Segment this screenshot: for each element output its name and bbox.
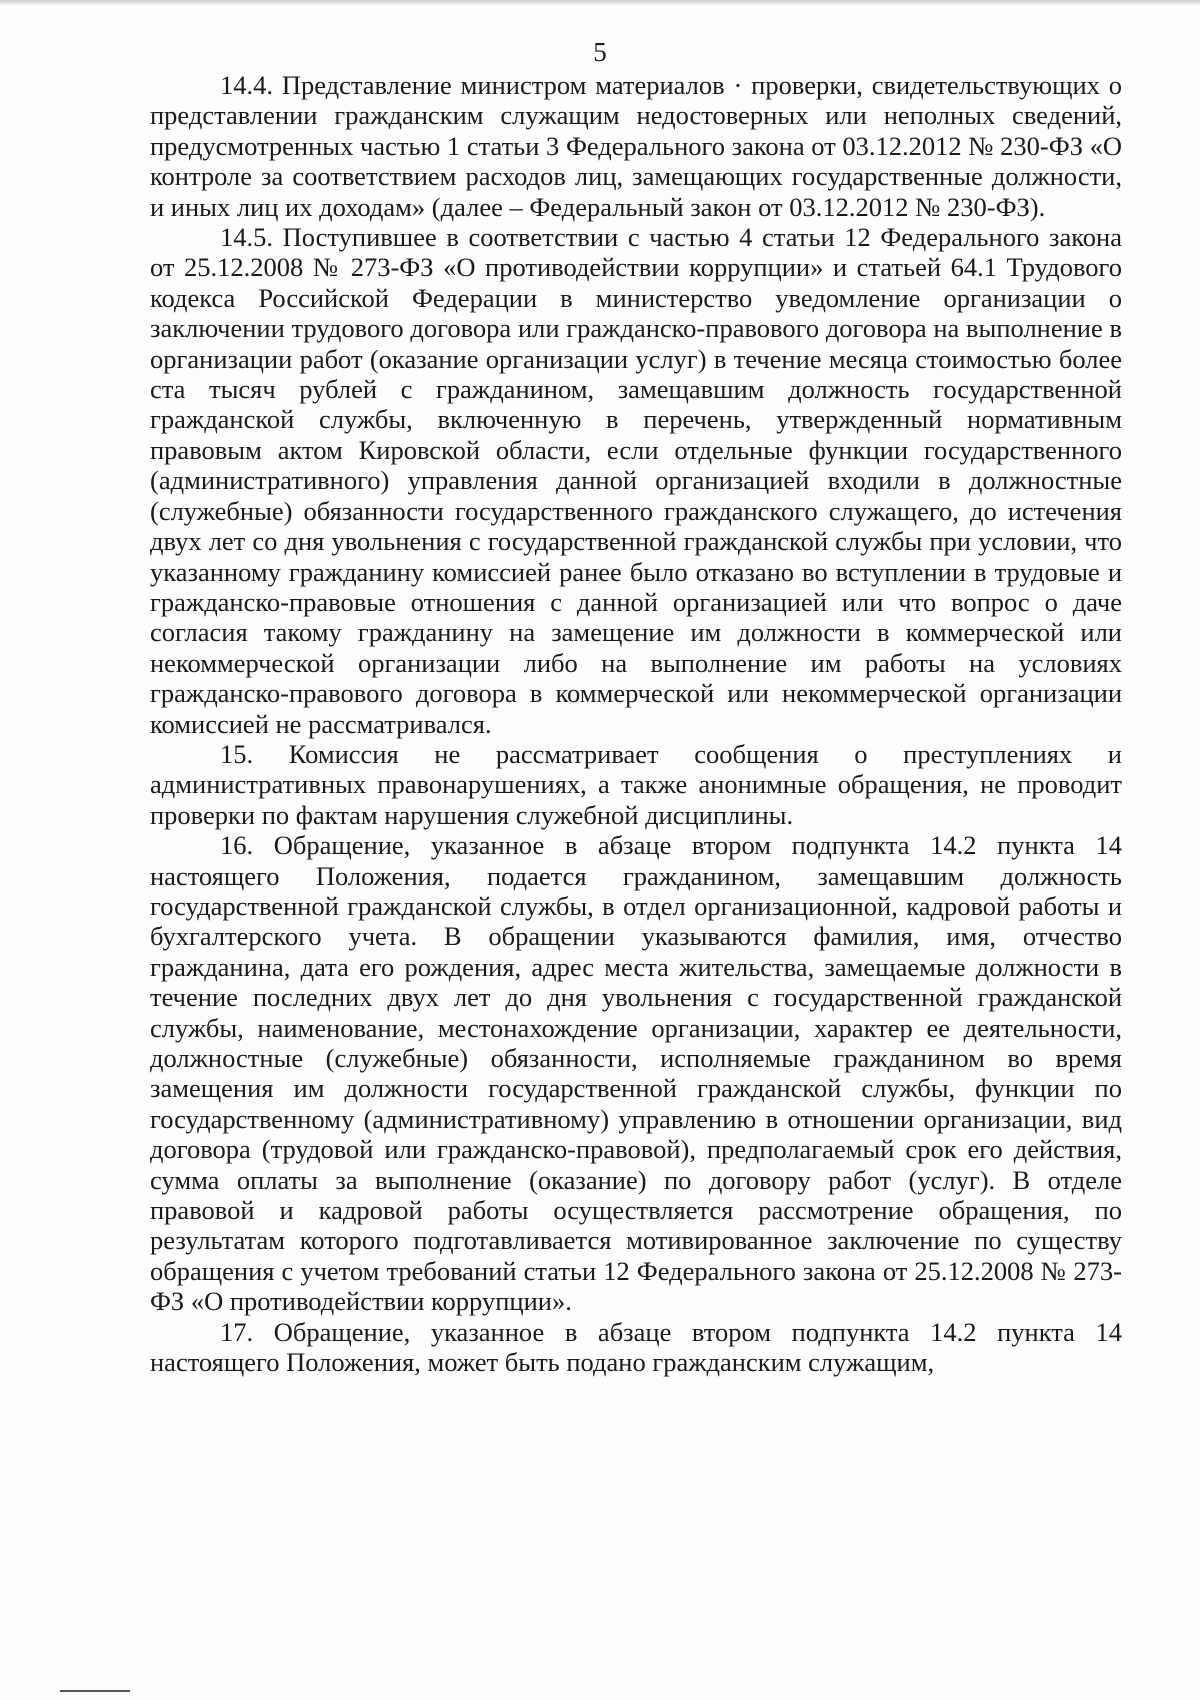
- scan-edge-top: [0, 0, 1200, 6]
- paragraph-15: 15. Комиссия не рассматривает сообщения о преступлениях и административных правонарушениях, а также анонимные обращения, не проводит проверки по фактам нарушения служебной дисциплины.: [150, 738, 1122, 830]
- page-number: 5: [593, 37, 607, 67]
- paragraph-14-4: 14.4. Представление министром материалов · проверки, свидетельствующих о представлении гражданским служащим недостоверных или неполных сведений, предусмотренных частью 1 статьи 3 Федерального закона от 03.12.2012 № 230-ФЗ «О контроле за соответствием расходов лиц, замещающих государственные должности, и иных лиц их доходам» (далее – Федеральный закон от 03.12.2012 № 230-ФЗ).: [150, 70, 1122, 222]
- paragraph-17: 17. Обращение, указанное в абзаце втором подпункта 14.2 пункта 14 настоящего Положения, может быть подано гражданским служащим,: [150, 1316, 1122, 1378]
- paragraph-16: 16. Обращение, указанное в абзаце втором подпункта 14.2 пункта 14 настоящего Положения, подается гражданином, замещавшим должность государственной гражданской службы, в отдел организационной, кадровой работы и бухгалтерского учета. В обращении указываются фамилия, имя, отчество гражданина, дата его рождения, адрес места жительства, замещаемые должности в течение последних двух лет до дня увольнения с государственной гражданской службы, наименование, местонахождение организации, характер ее деятельности, должностные (служебные) обязанности, исполняемые гражданином во время замещения им должности государственной гражданской службы, функции по государственному (административному) управлению в отношении организации, вид договора (трудовой или гражданско-правовой), предполагаемый срок его действия, сумма оплаты за выполнение (оказание) по договору работ (услуг). В отделе правовой и кадровой работы осуществляется рассмотрение обращения, по результатам которого подготавливается мотивированное заключение по существу обращения с учетом требований статьи 12 Федерального закона от 25.12.2008 № 273-ФЗ «О противодействии коррупции».: [150, 830, 1122, 1317]
- paragraph-14-5: 14.5. Поступившее в соответствии с частью 4 статьи 12 Федерального закона от 25.12.2008 № 273-ФЗ «О противодействии коррупции» и статьей 64.1 Трудового кодекса Российской Федерации в министерство уведомление организации о заключении трудового договора или гражданско-правового договора на выполнение в организации работ (оказание организации услуг) в течение месяца стоимостью более ста тысяч рублей с гражданином, замещавшим должность государственной гражданской службы, включенную в перечень, утвержденный нормативным правовым актом Кировской области, если отдельные функции государственного (административного) управления данной организацией входили в должностные (служебные) обязанности государственного гражданского служащего, до истечения двух лет со дня увольнения с государственной гражданской службы при условии, что указанному гражданину комиссией ранее было отказано во вступлении в трудовые и гражданско-правовые отношения с данной организацией или что вопрос о даче согласия такому гражданину на замещение им должности в коммерческой или некоммерческой организации либо на выполнение им работы на условиях гражданско-правового договора в коммерческой или некоммерческой организации комиссией не рассматривался.: [150, 222, 1122, 739]
- document-body: [150, 70, 1122, 1377]
- scan-mark-bottom: [60, 1690, 130, 1692]
